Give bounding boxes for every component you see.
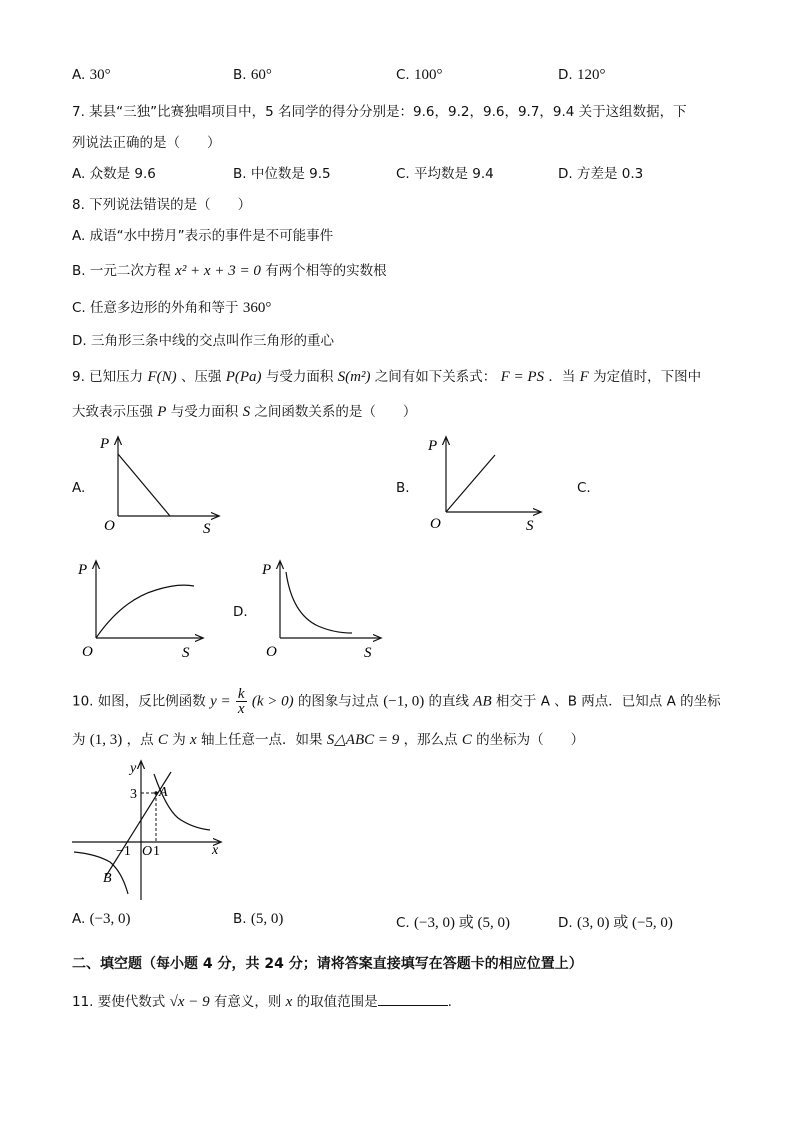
q10-option-d: D. (3, 0) 或 (−5, 0): [558, 915, 673, 931]
origin-label: O: [430, 516, 441, 532]
q9-graph-b: [418, 432, 558, 542]
origin-label: O: [82, 644, 93, 660]
graph-curve: [286, 572, 352, 633]
q6-option-a: A. 30°: [72, 67, 111, 83]
q7-stem-line2: 列说法正确的是（ ）: [72, 135, 221, 151]
q7-option-a: A. 众数是 9.6: [72, 166, 156, 182]
q8-option-b: B. 一元二次方程 x² + x + 3 = 0 有两个相等的实数根: [72, 263, 387, 279]
q10-fraction: $\frac{k}{x}$: [237, 686, 245, 717]
q10-stem-line2: 为 (1, 3) ，点 C 为 x 轴上任意一点．如果 S△ABC = 9 ，那么点 C 的坐标为（ ）: [72, 732, 585, 748]
q9-graph-c: [70, 556, 210, 666]
x-axis-label: S: [182, 645, 190, 661]
origin-label: O: [266, 644, 277, 660]
q9-stem-line1: 9. 已知压力 F(N) 、压强 P(Pa) 与受力面积 S(m²) 之间有如下关系式： F = PS ．当 F 为定值时，下图中: [72, 369, 702, 385]
section-heading: 二、填空题（每小题 4 分，共 24 分；请将答案直接填写在答题卡的相应位置上）: [72, 956, 583, 972]
x-axis-label: x: [212, 843, 219, 858]
tick-3-label: 3: [130, 787, 137, 802]
q6-option-b: B. 60°: [233, 67, 272, 83]
q9-graph-a-label: A.: [72, 480, 86, 496]
point-a: [154, 791, 158, 795]
hyperbola-branch-1: [154, 774, 210, 830]
point-b-label: B: [103, 871, 112, 886]
q9-graph-a: [90, 432, 230, 542]
y-axis-label: y: [130, 761, 137, 776]
origin-label: O: [104, 518, 115, 534]
tick-neg1-label: −1: [116, 844, 131, 859]
q6-option-c: C. 100°: [396, 67, 443, 83]
y-axis-label: P: [428, 438, 438, 454]
graph-line: [118, 454, 170, 516]
q10-stem-line1: 10. 如图，反比例函数 y = $\frac{k}{x}$ (k > 0) 的图象与过点 (−1, 0) 的直线 AB 相交于 A 、B 两点．已知点 A 的坐标: [72, 686, 721, 717]
q8-option-c: C. 任意多边形的外角和等于 360°: [72, 300, 272, 316]
q8-option-a: A. 成语“水中捞月”表示的事件是不可能事件: [72, 228, 334, 244]
point-a-label: A: [159, 785, 168, 800]
q9-graph-d-label: D.: [233, 604, 248, 620]
tick-1-label: 1: [153, 844, 160, 859]
q9-graph-b-label: B.: [396, 480, 410, 496]
y-axis-label: P: [100, 436, 110, 452]
q6-option-d: D. 120°: [558, 67, 606, 83]
q9-graph-d: [254, 556, 394, 666]
graph-line: [446, 455, 495, 512]
q9-stem-line2: 大致表示压强 P 与受力面积 S 之间函数关系的是（ ）: [72, 404, 417, 420]
graph-curve: [96, 585, 194, 638]
q11-radical: √x − 9: [169, 994, 210, 1010]
origin-label: O: [142, 844, 153, 859]
q7-option-c: C. 平均数是 9.4: [396, 166, 494, 182]
x-axis-label: S: [364, 645, 372, 661]
y-axis-label: P: [78, 562, 88, 578]
q7-stem-line1: 7. 某县“三独”比赛独唱项目中，5 名同学的得分分别是：9.6，9.2，9.6，9.7，9.4 关于这组数据，下: [72, 104, 687, 120]
q8-stem: 8. 下列说法错误的是（ ）: [72, 197, 252, 213]
q10-option-a: A. (−3, 0): [72, 911, 131, 927]
q11-stem: 11. 要使代数式 √x − 9 有意义，则 x 的取值范围是 .: [72, 994, 452, 1010]
answer-blank[interactable]: [378, 993, 448, 1006]
y-axis-label: P: [262, 562, 272, 578]
q10-option-c: C. (−3, 0) 或 (5, 0): [396, 915, 510, 931]
q8-equation: x² + x + 3 = 0: [175, 263, 261, 279]
q10-figure: [70, 758, 230, 904]
x-axis-label: S: [203, 521, 211, 537]
q7-option-d: D. 方差是 0.3: [558, 166, 644, 182]
q7-option-b: B. 中位数是 9.5: [233, 166, 331, 182]
q10-option-b: B. (5, 0): [233, 911, 284, 927]
q9-graph-c-label: C.: [577, 480, 591, 496]
x-axis-label: S: [526, 518, 534, 534]
q8-option-d: D. 三角形三条中线的交点叫作三角形的重心: [72, 333, 334, 349]
